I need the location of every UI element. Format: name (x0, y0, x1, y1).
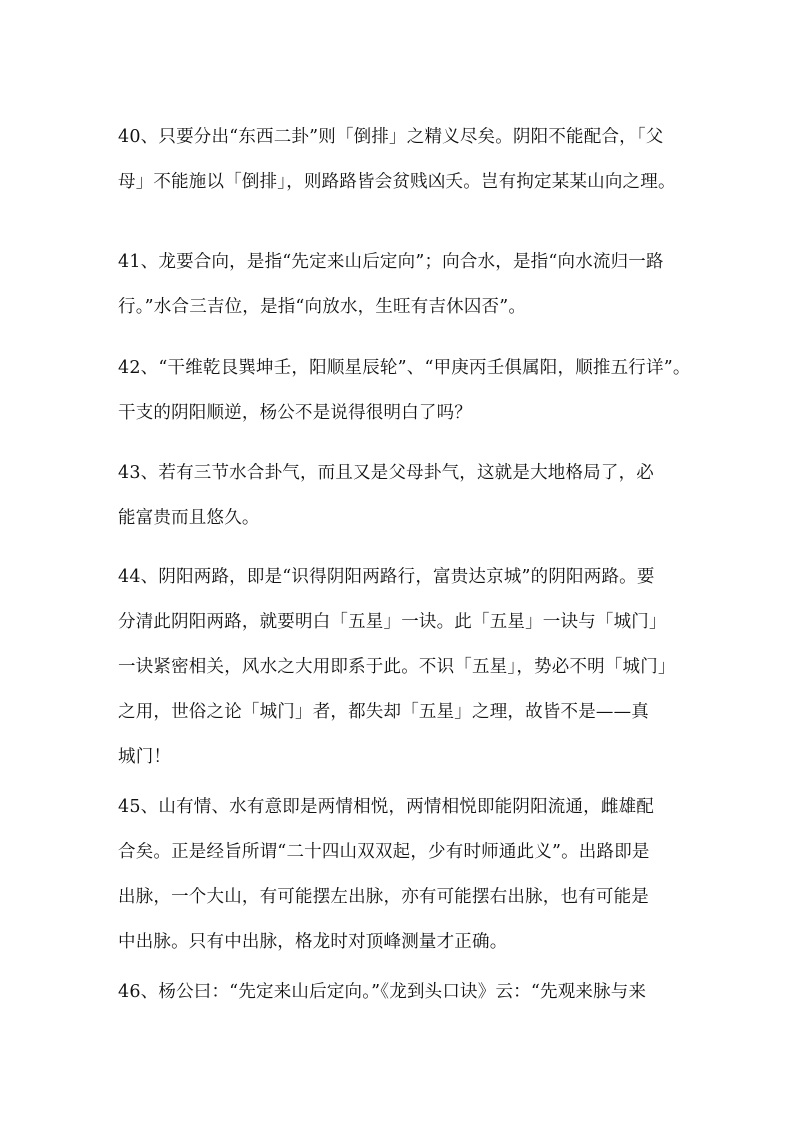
paragraph-line: 中出脉。只有中出脉，格龙时对顶峰测量才正确。 (118, 932, 508, 952)
paragraph-45 (118, 785, 693, 965)
paragraph-line: 40、只要分出“东西二卦”则「倒排」之精义尽矣。阴阳不能配合，「父 (118, 127, 664, 147)
paragraph-line: 出脉，一个大山，有可能摆左出脉，亦有可能摆右出脉，也有可能是 (118, 887, 649, 907)
paragraph-line: 一诀紧密相关，风水之大用即系于此。不识「五星」，势必不明「城门」 (118, 657, 676, 677)
paragraph-line: 42、“干维乾艮巽坤壬，阳顺星辰轮”、“甲庚丙壬俱属阳，顺推五行详”。 (118, 358, 691, 378)
paragraph-line: 41、龙要合向，是指“先定来山后定向”；向合水，是指“向水流归一路 (118, 252, 664, 272)
paragraph-41 (118, 240, 693, 330)
paragraph-line: 干支的阴阳顺逆，杨公不是说得很明白了吗？ (118, 403, 472, 423)
paragraph-line: 母」不能施以「倒排」，则路路皆会贫贱凶夭。岂有拘定某某山向之理。 (118, 172, 676, 192)
paragraph-line: 44、阴阳两路，即是“识得阴阳两路行，富贵达京城”的阴阳两路。要 (118, 567, 655, 587)
paragraph-line: 之用，世俗之论「城门」者，都失却「五星」之理，故皆不是——真 (118, 702, 649, 722)
paragraph-44 (118, 555, 693, 780)
paragraph-43 (118, 451, 693, 541)
paragraph-line: 分清此阴阳两路，就要明白「五星」一诀。此「五星」一诀与「城门」 (118, 612, 667, 632)
paragraph-line: 城门！ (118, 747, 172, 767)
paragraph-line: 行。”水合三吉位，是指“向放水，生旺有吉休囚否”。 (118, 297, 527, 317)
paragraph-line: 46、杨公曰：“先定来山后定向。”《龙到头口诀》云：“先观来脉与来 (118, 982, 647, 1002)
paragraph-46 (118, 970, 693, 1015)
paragraph-line: 43、若有三节水合卦气，而且又是父母卦气，这就是大地格局了，必 (118, 463, 654, 483)
paragraph-line: 合矣。正是经旨所谓“二十四山双双起，少有时师通此义”。出路即是 (118, 842, 650, 862)
paragraph-42 (118, 346, 693, 436)
paragraph-line: 45、山有情、水有意即是两情相悦，两情相悦即能阴阳流通，雌雄配 (118, 797, 654, 817)
paragraph-line: 能富贵而且悠久。 (118, 508, 260, 528)
paragraph-40 (118, 115, 693, 205)
